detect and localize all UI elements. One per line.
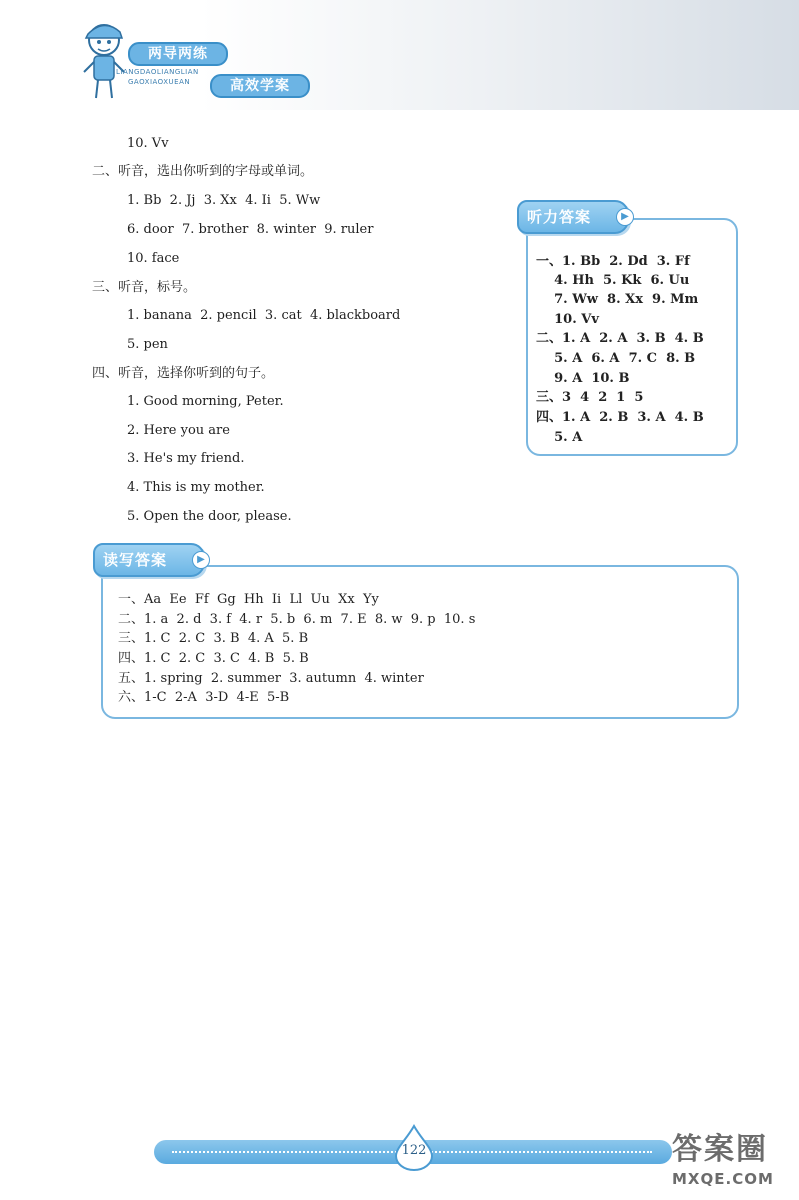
answer-line: 10. Vv	[127, 136, 169, 151]
watermark-url: MXQE.COM	[672, 1170, 774, 1188]
answer-line: 1. banana 2. pencil 3. cat 4. blackboard	[127, 308, 401, 323]
series-pinyin-line1: LIANGDAOLIANGLIAN	[116, 68, 199, 76]
answer-line: 5. Open the door, please.	[127, 509, 292, 524]
answer-line: 3. He's my friend.	[127, 451, 245, 466]
listening-answer-line: 5. A	[536, 430, 583, 445]
readwrite-answer-line: 六、1-C 2-A 3-D 4-E 5-B	[118, 690, 290, 705]
answer-line: 10. face	[127, 251, 180, 266]
readwrite-answer-line: 一、Aa Ee Ff Gg Hh Ii Ll Uu Xx Yy	[118, 592, 379, 607]
readwrite-answers-title: 读写答案	[93, 543, 205, 577]
play-arrow-icon: ▶	[192, 551, 210, 569]
listening-answer-line: 三、3 4 2 1 5	[536, 390, 644, 405]
listening-answer-line: 四、1. A 2. B 3. A 4. B	[536, 410, 704, 425]
readwrite-answer-line: 三、1. C 2. C 3. B 4. A 5. B	[118, 631, 309, 646]
listening-answer-line: 4. Hh 5. Kk 6. Uu	[536, 273, 690, 288]
watermark-logo-text: 答案圈	[672, 1132, 768, 1167]
readwrite-answer-line: 二、1. a 2. d 3. f 4. r 5. b 6. m 7. E 8. w 9. p 10. s	[118, 612, 476, 627]
mascot-icon	[78, 18, 134, 104]
answer-line: 1. Good morning, Peter.	[127, 394, 284, 409]
watermark	[672, 1130, 792, 1188]
readwrite-answer-line: 四、1. C 2. C 3. C 4. B 5. B	[118, 651, 309, 666]
answer-line: 2. Here you are	[127, 423, 230, 438]
page-number: 122	[401, 1143, 427, 1158]
listening-answer-line: 5. A 6. A 7. C 8. B	[536, 351, 696, 366]
answer-line: 6. door 7. brother 8. winter 9. ruler	[127, 222, 374, 237]
section-heading: 四、听音，选择你听到的句子。	[92, 366, 275, 381]
series-pinyin-line2: GAOXIAOXUEAN	[128, 78, 191, 86]
listening-answer-line: 二、1. A 2. A 3. B 4. B	[536, 331, 704, 346]
answer-line: 5. pen	[127, 337, 168, 352]
listening-answer-line: 一、1. Bb 2. Dd 3. Ff	[536, 254, 690, 269]
listening-answer-line: 9. A 10. B	[536, 371, 630, 386]
answer-line: 1. Bb 2. Jj 3. Xx 4. Ii 5. Ww	[127, 193, 321, 208]
listening-answers-title: 听力答案	[517, 200, 629, 234]
section-heading: 三、听音，标号。	[92, 280, 197, 295]
play-arrow-icon: ▶	[616, 208, 634, 226]
answer-line: 4. This is my mother.	[127, 480, 265, 495]
readwrite-answer-line: 五、1. spring 2. summer 3. autumn 4. winter	[118, 671, 424, 686]
listening-answer-line: 7. Ww 8. Xx 9. Mm	[536, 292, 699, 307]
section-heading: 二、听音，选出你听到的字母或单词。	[92, 164, 314, 179]
listening-answer-line: 10. Vv	[536, 312, 599, 327]
series-badge: 两导两练	[128, 42, 228, 66]
series-subtitle-badge: 高效学案	[210, 74, 310, 98]
